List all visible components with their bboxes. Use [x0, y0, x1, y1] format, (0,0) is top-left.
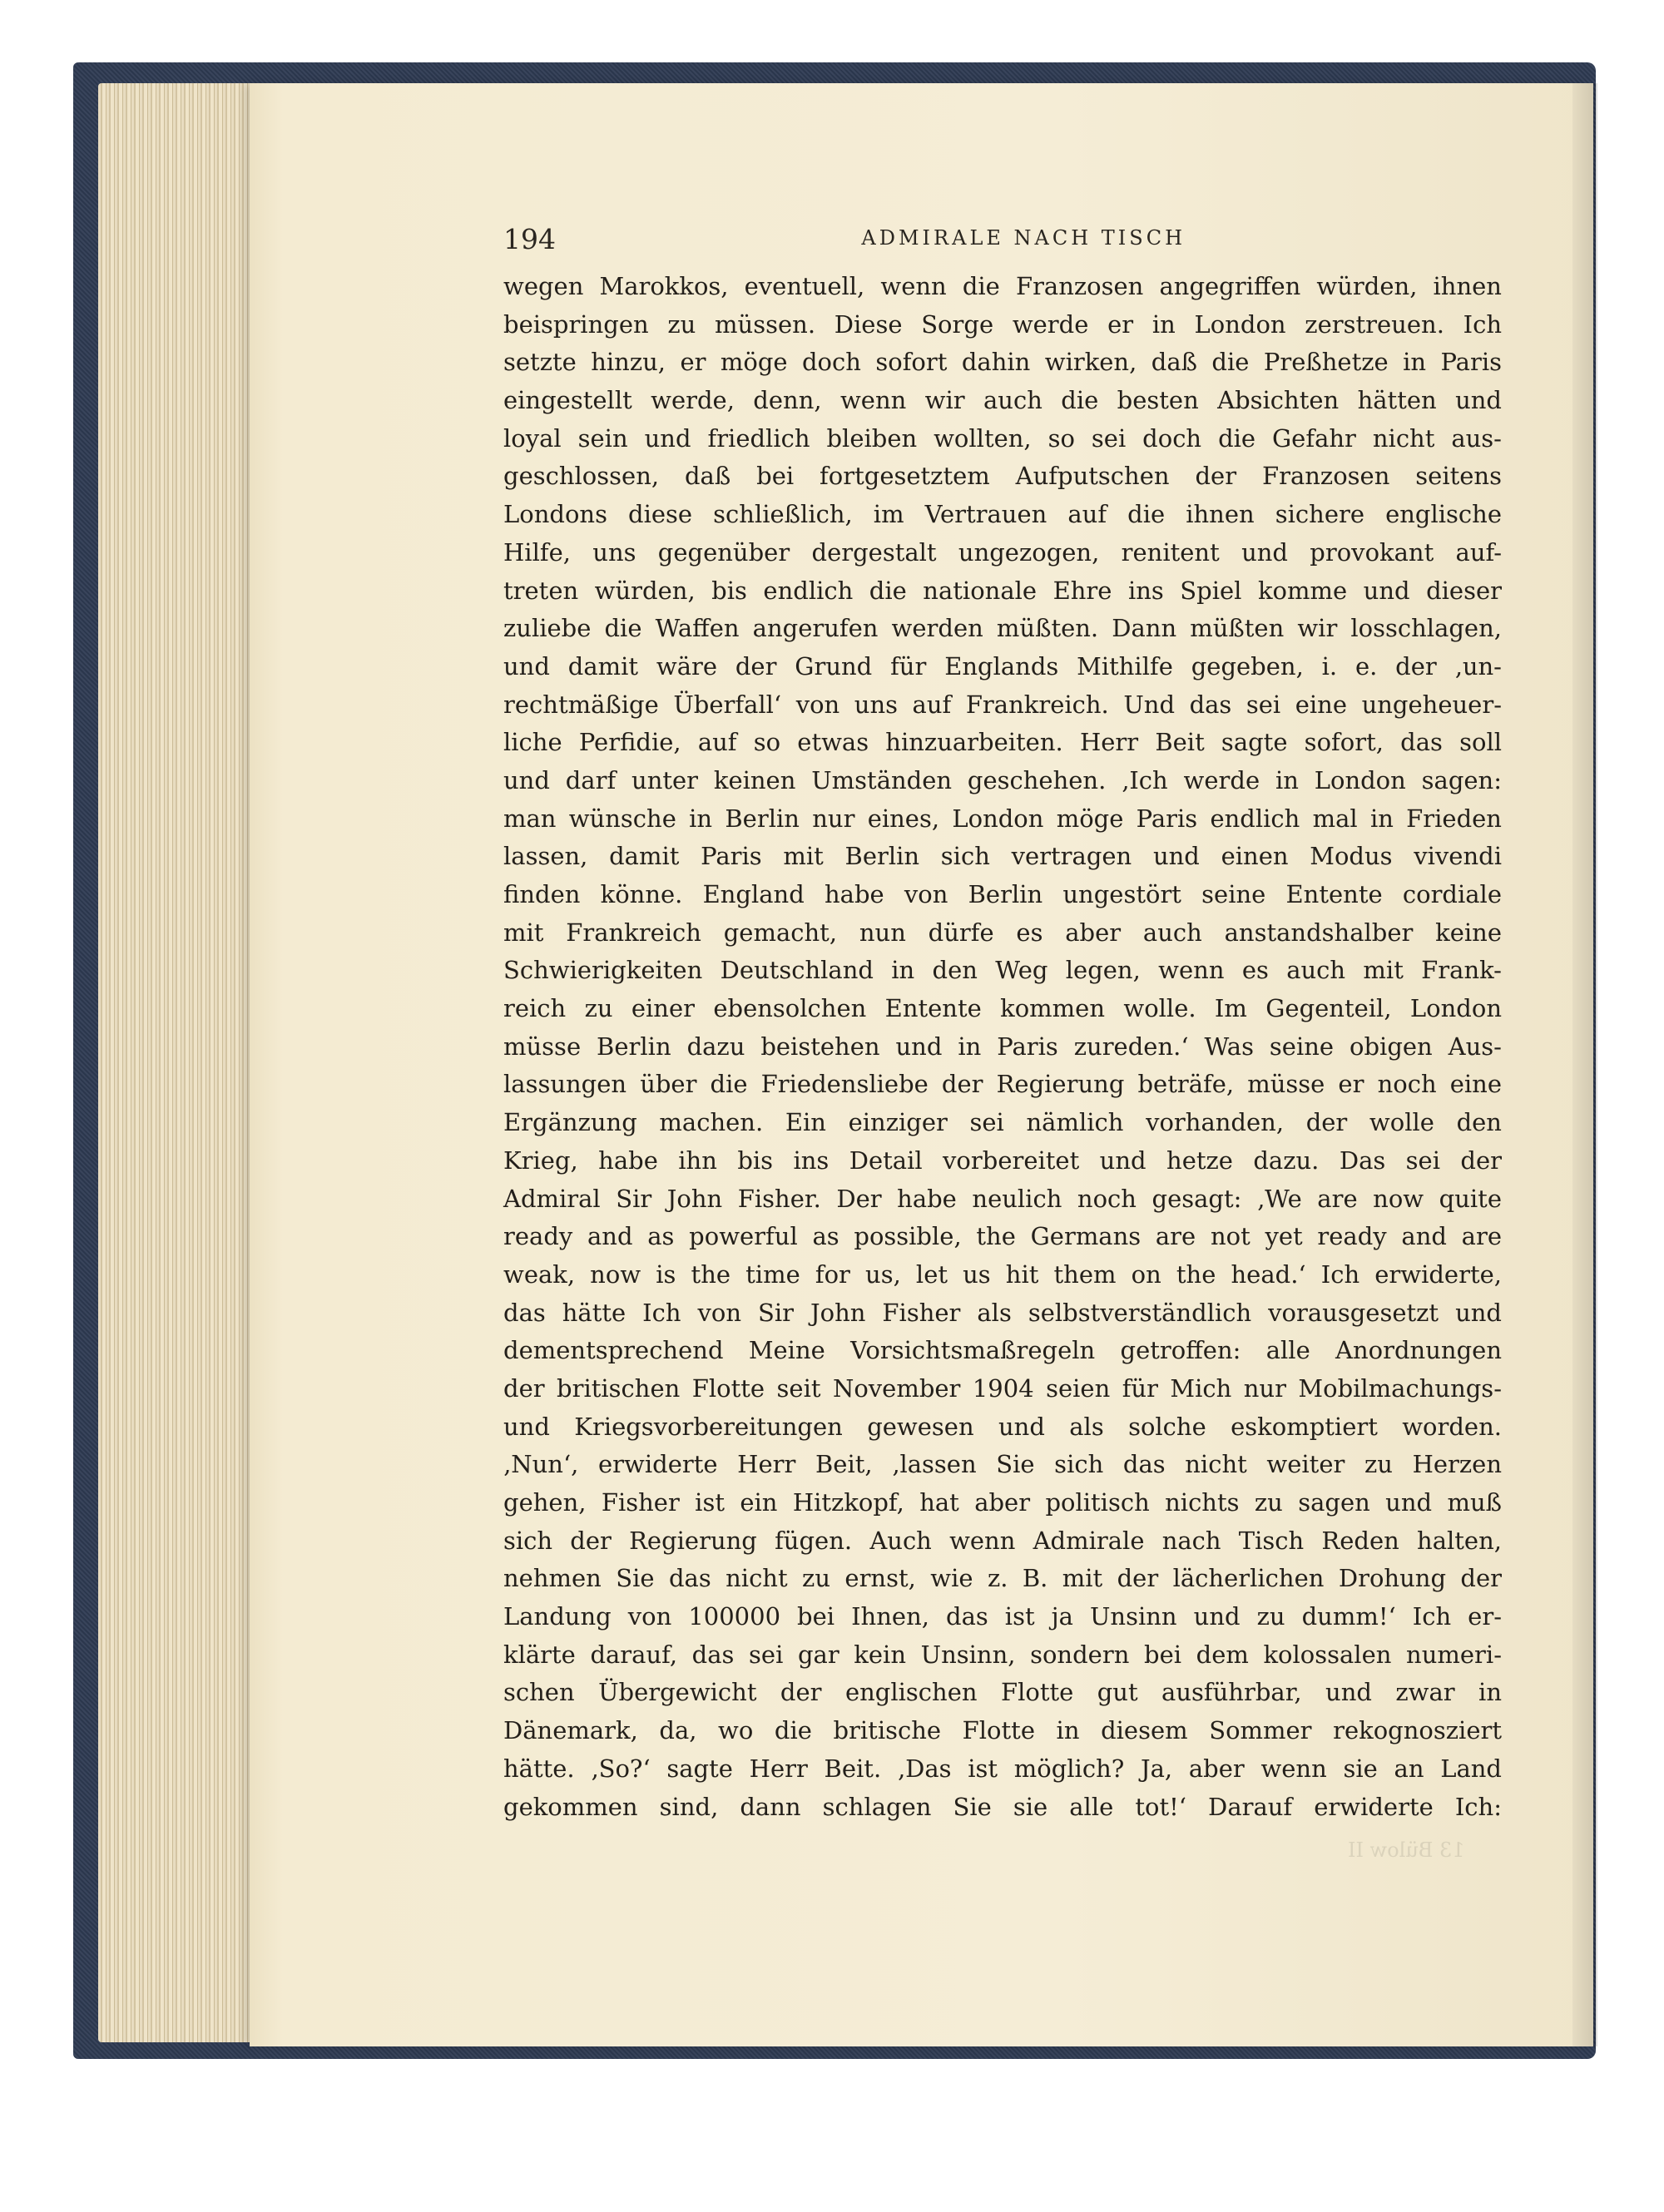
text-line: nehmen Sie das nicht zu ernst, wie z. B. mit der lächerlichen Drohung der	[503, 1564, 1502, 1593]
text-line: klärte darauf, das sei gar kein Unsinn, sondern bei dem kolossalen numeri-	[503, 1640, 1502, 1669]
text-line: und darf unter keinen Umständen geschehen. ‚Ich werde in London sagen:	[503, 765, 1502, 794]
text-line: und damit wäre der Grund für Englands Mithilfe gegeben, i. e. der ‚un-	[503, 651, 1502, 680]
text-line: weak, now is the time for us, let us hit them on the head.‘ Ich erwiderte,	[503, 1259, 1502, 1289]
text-line: lassungen über die Friedensliebe der Regierung beträfe, müsse er noch eine	[503, 1070, 1502, 1099]
text-line: das hätte Ich von Sir John Fisher als selbstverständlich vorausgesetzt und	[503, 1298, 1502, 1327]
text-line: rechtmäßige Überfall‘ von uns auf Frankreich. Und das sei eine ungeheuer-	[503, 690, 1502, 719]
text-line: mit Frankreich gemacht, nun dürfe es aber auch anstandshalber keine	[503, 918, 1502, 947]
text-line: Hilfe, uns gegenüber dergestalt ungezogen, renitent und provokant auf-	[503, 537, 1502, 567]
page-header	[503, 223, 1186, 260]
text-line: zuliebe die Waffen angerufen werden müßten. Dann müßten wir losschlagen,	[503, 614, 1502, 643]
text-line: geschlossen, daß bei fortgesetztem Aufputschen der Franzosen seitens	[503, 462, 1502, 491]
running-head: ADMIRALE NACH TISCH	[861, 226, 1186, 250]
text-line: ready and as powerful as possible, the Germans are not yet ready and are	[503, 1222, 1502, 1251]
text-line: finden könne. England habe von Berlin ungestört seine Entente cordiale	[503, 880, 1502, 908]
text-line: schen Übergewicht der englischen Flotte gut ausführbar, und zwar in	[503, 1678, 1502, 1707]
text-line: Krieg, habe ihn bis ins Detail vorbereitet und hetze dazu. Das sei der	[503, 1146, 1502, 1175]
page-gutter-shadow	[1572, 83, 1597, 2046]
text-line: sich der Regierung fügen. Auch wenn Admirale nach Tisch Reden halten,	[503, 1526, 1502, 1555]
page-number: 194	[503, 223, 556, 255]
text-line: Landung von 100000 bei Ihnen, das ist ja Unsinn und zu dumm!‘ Ich er-	[503, 1602, 1502, 1631]
text-line: Londons diese schließlich, im Vertrauen auf die ihnen sichere englische	[503, 500, 1502, 529]
text-line: treten würden, bis endlich die nationale Ehre ins Spiel komme und dieser	[503, 576, 1502, 605]
text-line: gekommen sind, dann schlagen Sie sie alle tot!‘ Darauf erwiderte Ich:	[503, 1792, 1502, 1821]
text-line: loyal sein und friedlich bleiben wollten, so sei doch die Gefahr nicht aus-	[503, 423, 1502, 453]
text-line: lassen, damit Paris mit Berlin sich vertragen und einen Modus vivendi	[503, 842, 1502, 871]
text-line: setzte hinzu, er möge doch sofort dahin wirken, daß die Preßhetze in Paris	[503, 348, 1502, 377]
text-line: und Kriegsvorbereitungen gewesen und als solche eskomptiert worden.	[503, 1412, 1502, 1441]
text-line: Schwierigkeiten Deutschland in den Weg legen, wenn es auch mit Frank-	[503, 956, 1502, 985]
text-line: man wünsche in Berlin nur eines, London möge Paris endlich mal in Frieden	[503, 804, 1502, 833]
text-line: Admiral Sir John Fisher. Der habe neulich noch gesagt: ‚We are now quite	[503, 1184, 1502, 1213]
text-line: wegen Marokkos, eventuell, wenn die Franzosen angegriffen würden, ihnen	[503, 272, 1502, 300]
text-line: beispringen zu müssen. Diese Sorge werde er in London zerstreuen. Ich	[503, 309, 1502, 339]
text-line: ‚Nun‘, erwiderte Herr Beit, ‚lassen Sie sich das nicht weiter zu Herzen	[503, 1450, 1502, 1479]
text-line: dementsprechend Meine Vorsichtsmaßregeln getroffen: alle Anordnungen	[503, 1336, 1502, 1365]
text-line: liche Perfidie, auf so etwas hinzuarbeiten. Herr Beit sagte sofort, das soll	[503, 728, 1502, 757]
text-line: reich zu einer ebensolchen Entente kommen wolle. Im Gegenteil, London	[503, 994, 1502, 1023]
text-line: Ergänzung machen. Ein einziger sei nämlich vorhanden, der wolle den	[503, 1108, 1502, 1137]
text-line: Dänemark, da, wo die britische Flotte in diesem Sommer rekognosziert	[503, 1716, 1502, 1745]
body-text	[503, 268, 1502, 1826]
text-line: hätte. ‚So?‘ sagte Herr Beit. ‚Das ist möglich? Ja, aber wenn sie an Land	[503, 1754, 1502, 1783]
text-line: müsse Berlin dazu beistehen und in Paris zureden.‘ Was seine obigen Aus-	[503, 1032, 1502, 1061]
text-line: der britischen Flotte seit November 1904 seien für Mich nur Mobilmachungs-	[503, 1373, 1502, 1403]
text-line: gehen, Fisher ist ein Hitzkopf, hat aber politisch nichts zu sagen und muß	[503, 1488, 1502, 1517]
text-line: eingestellt werde, denn, wenn wir auch die besten Absichten hätten und	[503, 386, 1502, 415]
show-through-text: 13 Bülow II	[1348, 1838, 1465, 1862]
